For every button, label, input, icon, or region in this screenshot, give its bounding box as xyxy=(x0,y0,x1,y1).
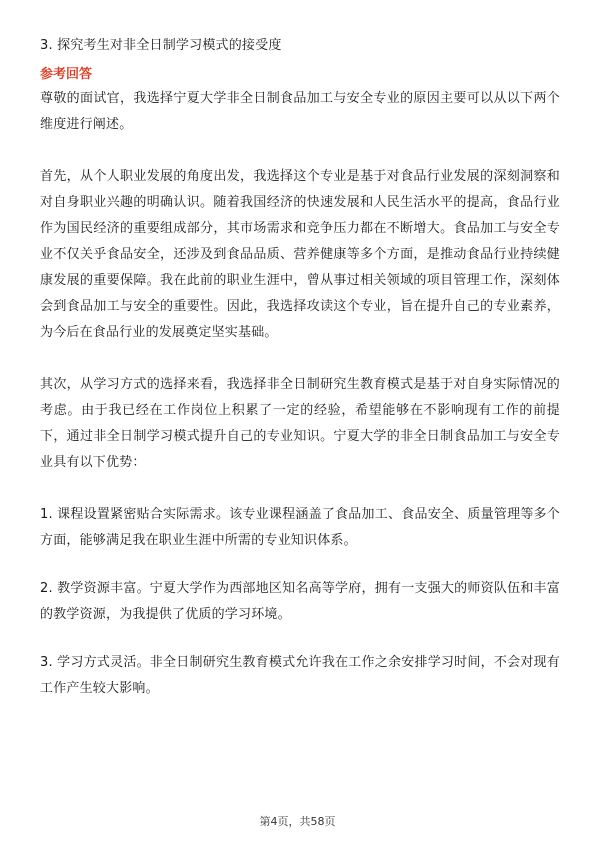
paragraph-gap xyxy=(40,346,560,372)
list-item-resources: 2. 教学资源丰富。宁夏大学作为西部地区知名高等学府，拥有一支强大的师资队伍和丰富的教学资源，为我提供了优质的学习环境。 xyxy=(40,581,560,622)
section-heading: 3. 探究考生对非全日制学习模式的接受度 xyxy=(40,38,282,53)
paragraph-gap xyxy=(40,628,560,650)
list-item-curriculum: 1. 课程设置紧密贴合实际需求。该专业课程涵盖了食品加工、食品安全、质量管理等多个方面，能够满足我在职业生涯中所需的专业知识体系。 xyxy=(40,507,560,548)
page-content xyxy=(40,34,560,702)
list-item-flexibility: 3. 学习方式灵活。非全日制研究生教育模式允许我在工作之余安排学习时间，不会对现有工作产生较大影响。 xyxy=(40,655,560,696)
paragraph-intro: 尊敬的面试官，我选择宁夏大学非全日制食品加工与安全专业的原因主要可以从以下两个维度进行阐述。 xyxy=(40,91,560,132)
answer-label: 参考回答 xyxy=(40,67,93,82)
paragraph-study-mode: 其次，从学习方式的选择来看，我选择非全日制研究生教育模式是基于对自身实际情况的考虑。由于我已经在工作岗位上积累了一定的经验，希望能够在不影响现有工作的前提下，通过非全日制学习模式提升自己的专业知识。宁夏大学的非全日制食品加工与安全专业具有以下优势： xyxy=(40,377,560,470)
paragraph-career: 首先，从个人职业发展的角度出发，我选择这个专业是基于对食品行业发展的深刻洞察和对自身职业兴趣的明确认识。随着我国经济的快速发展和人民生活水平的提高，食品行业作为国民经济的重要组成部分，其市场需求和竞争压力都在不断增大。食品加工与安全专业不仅关乎食品安全，还涉及到食品品质、营养健康等多个方面，是推动食品行业持续健康发展的重要保障。我在此前的职业生涯中，曾从事过相关领域的项目管理工作，深刻体会到食品加工与安全的重要性。因此，我选择攻读这个专业，旨在提升自己的专业素养，为今后在食品行业的发展奠定坚实基础。 xyxy=(40,169,560,340)
paragraph-gap xyxy=(40,138,560,164)
paragraph-gap xyxy=(40,476,560,502)
paragraph-gap xyxy=(40,554,560,576)
page-footer: 第4页，共58页 xyxy=(259,815,336,828)
